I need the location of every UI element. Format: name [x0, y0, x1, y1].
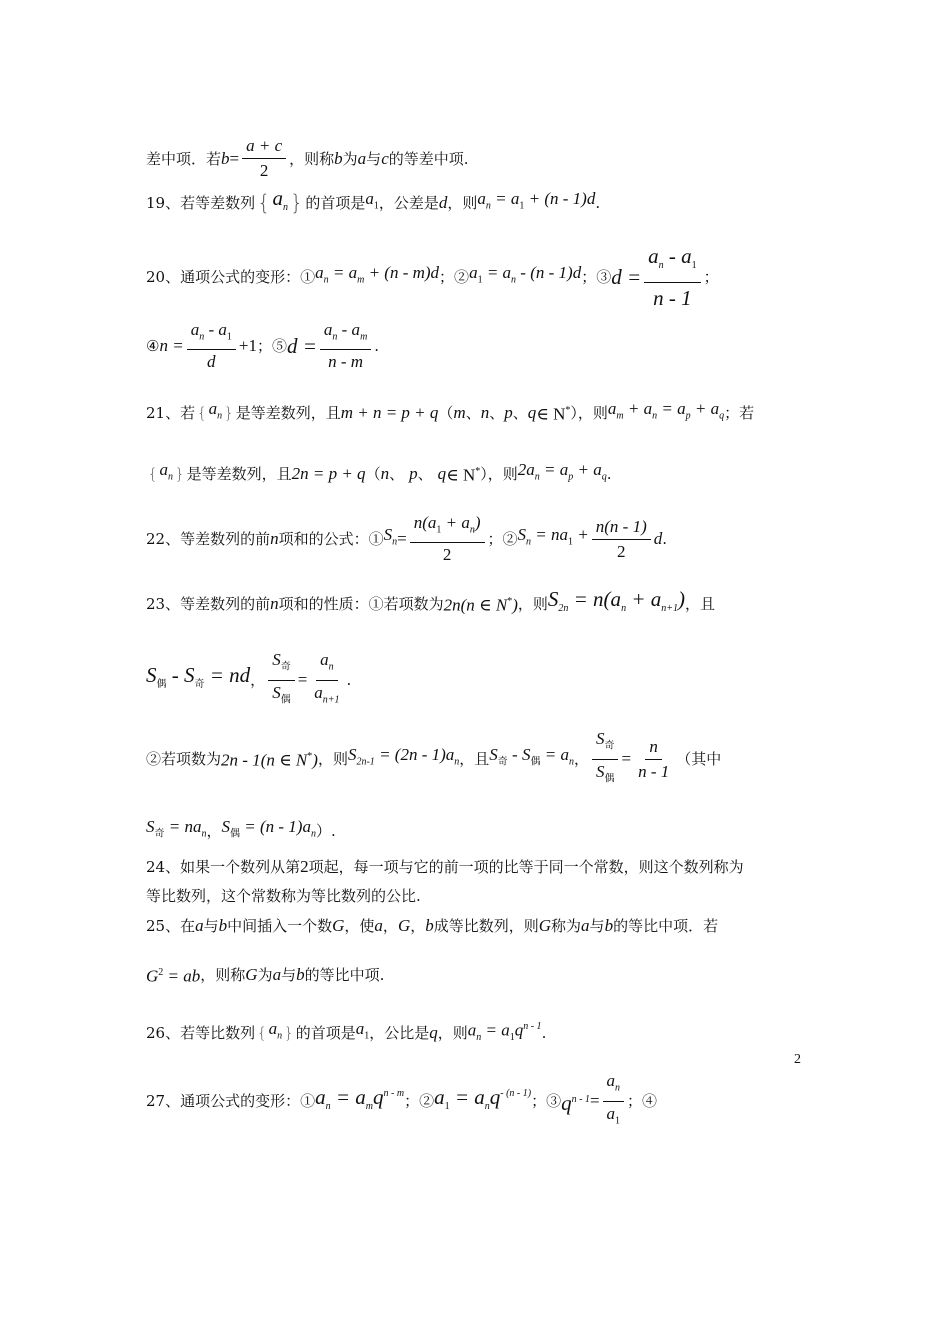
fraction-sum-1: $\frac{n(a_1 + a_n)}{2}$	[410, 513, 485, 565]
math-c: c	[381, 148, 389, 168]
math-plus-1: +1	[238, 336, 257, 355]
fraction-sum-2: $\frac{n(n - 1)}{2}$	[592, 517, 651, 562]
text: ）.	[315, 821, 336, 840]
text: ，则	[317, 750, 348, 768]
text: ；②	[404, 1092, 435, 1110]
fraction-n-ratio: $\frac{n}{n - 1}$	[638, 736, 670, 781]
text: 26、若等比数列	[146, 1023, 256, 1042]
text: 是等差数列，且	[235, 403, 341, 422]
text: 与	[203, 917, 219, 935]
text: ；⑤	[256, 337, 287, 355]
text: ，	[573, 750, 589, 768]
line-22: 22、等差数列的前 n 项和的公式：① $S_n$ = $\frac{n(a_1 + a_n)}{2}$ ；② $S_n = na_1$ + $\frac{n(n - 1)}{2}$ d .	[146, 512, 668, 565]
text: 差中项．若	[146, 149, 222, 168]
text: 24、如果一个数列从第	[146, 858, 301, 876]
text: （	[438, 403, 454, 422]
text: 等比数列，这个常数称为等比数列的公比.	[146, 887, 421, 905]
line-24: 24、如果一个数列从第 2 项起，每一项与它的前一项的比等于同一个常数，则这个数列称为	[146, 857, 744, 876]
math-eq: =	[229, 148, 240, 168]
text: ，则称	[289, 149, 335, 168]
math-d: d =	[286, 334, 317, 358]
text: ④	[146, 337, 160, 355]
fraction-a-plus-c-over-2	[242, 136, 286, 181]
text: ；③	[581, 268, 612, 286]
text: ，且	[459, 750, 490, 768]
text: 成等比数列，则	[433, 917, 539, 935]
text: .	[374, 337, 380, 355]
line-23-odd-cont: $S_奇 = na_n$ ， $S_偶 = (n - 1)a_n$ ）.	[146, 817, 336, 840]
math-seq: $a_n$	[208, 399, 223, 422]
math-formula-1: $a_n = a_m + (n - m)d$	[315, 263, 440, 286]
text: 项和的性质：①若项数为	[278, 595, 444, 614]
math-result: $2a_n = a_p + a_q$	[517, 460, 607, 483]
text: 是等差数列，且	[186, 464, 292, 483]
text: ；④	[627, 1092, 658, 1110]
text: （其中	[676, 750, 722, 768]
text: ，则	[447, 194, 478, 213]
text: .	[662, 530, 668, 548]
text: 25、在	[146, 917, 196, 935]
text: 的等差中项.	[388, 149, 469, 168]
text: 项和的公式：①	[278, 530, 384, 548]
denominator: 2	[259, 161, 269, 180]
line-19	[146, 187, 810, 219]
text: （	[365, 464, 381, 483]
numerator: a + c	[242, 136, 286, 159]
text: ；②	[439, 268, 470, 286]
math-a1: $a_1$	[365, 189, 379, 212]
line-27: 27、通项公式的变形：① $a_n = a_mq^{n - m}$ ；② $a_1 = a_nq^{- (n - 1)}$ ；③ $q^{n - 1}$ = $\frac{a_n}{a_1}$ ；④	[146, 1076, 810, 1126]
text: ，则	[437, 1023, 468, 1042]
text: .	[541, 1023, 547, 1042]
text: 22、等差数列的前	[146, 530, 271, 548]
text: 27、通项公式的变形：①	[146, 1092, 316, 1110]
math-d: d	[438, 193, 448, 213]
fraction-d: $\frac{a_n - a_1}{n - 1}$	[644, 243, 701, 310]
text: 与	[366, 149, 382, 168]
text: ，	[410, 917, 426, 935]
text: 中间插入一个数	[227, 917, 333, 935]
fraction-n: $\frac{a_n - a_1}{d}$	[187, 320, 236, 372]
line-24-cont	[146, 885, 810, 907]
text: 20、通项公式的变形：①	[146, 268, 316, 286]
text: ，	[382, 917, 398, 935]
fraction-q: $\frac{a_n}{a_1}$	[603, 1071, 625, 1131]
text: ；若	[724, 403, 755, 422]
line-25: 25、在 a 与 b 中间插入一个数 G ，使 a ， G ， b 成等比数列，则 G 称为 a 与 b 的等比中项．若	[146, 916, 719, 935]
line-23: 23、等差数列的前 n 项和的性质：①若项数为 2n(n ∈ N*) ，则 $S_{2n} = n(a_n + a_{n+1})$ ，且	[146, 587, 715, 615]
text: .	[606, 464, 612, 483]
text: ，则	[517, 595, 548, 614]
text: ，公差是	[378, 194, 439, 213]
math-seq: $a_n$	[159, 460, 174, 483]
text: ，	[250, 671, 266, 689]
fraction-a-ratio: $\frac{a_n}{a_{n+1}}$	[314, 650, 340, 705]
text: ），则	[570, 403, 608, 422]
left-brace: {	[257, 191, 271, 216]
fraction-s-ratio: $\frac{S_奇}{S_偶}$	[268, 650, 295, 710]
line-20-cont	[146, 320, 810, 372]
text: ；②	[487, 530, 518, 548]
text: ，	[206, 821, 222, 840]
text: 与	[589, 917, 605, 935]
line-20	[146, 244, 810, 310]
text: .	[346, 671, 352, 689]
text: 为	[342, 149, 358, 168]
text: ②若项数为	[146, 750, 222, 768]
text: 为	[257, 965, 273, 984]
line-25-cont: $G^2$ = ab ，则称 G 为 a 与 b 的等比中项.	[146, 964, 385, 986]
text: 21、若	[146, 403, 196, 422]
math-general-term: $a_n = a_1 + (n - 1)d$	[477, 189, 596, 212]
math-formula-2: $a_1 = a_n - (n - 1)d$	[469, 263, 582, 286]
text: ；③	[531, 1092, 562, 1110]
line-arithmetic-mean-def	[146, 136, 810, 181]
fraction-s-ratio-odd: $\frac{S_奇}{S_偶}$	[592, 729, 619, 789]
text: ，公比是	[369, 1023, 430, 1042]
text: 与	[281, 965, 297, 984]
math-n: n =	[159, 336, 184, 355]
line-21: 21、若 { $a_n$ } 是等差数列，且 m + n = p + q （ m 、 n 、 p 、 q ∈ N* ），则 $a_m + a_n = a_p + a_q$ ；若	[146, 398, 810, 427]
line-26: 26、若等比数列 { $a_n$ } 的首项是 $a_1$ ，公比是 q ，则 $a_n = a_1q^{n - 1}$ .	[146, 1018, 547, 1044]
page-number: 2	[794, 1052, 801, 1067]
text: 称为	[551, 917, 582, 935]
text: ，则称	[200, 965, 246, 984]
text: 19、若等差数列	[146, 194, 256, 213]
text: 的首项是	[305, 194, 366, 213]
text: ），则	[480, 464, 518, 483]
text: ；	[703, 268, 719, 286]
math-result: $a_m + a_n = a_p + a_q$	[607, 399, 725, 422]
text: .	[595, 194, 601, 213]
line-23-odd: ②若项数为 2n - 1(n ∈ N*) ，则 $S_{2n-1} = (2n - 1)a_n$ ，且 $S_奇 - S_偶 = a_n$ ， $\frac{S_奇}{S_偶}$ = $\frac{n}{n - 1}$ （其中	[146, 734, 810, 784]
text: 的等比中项.	[304, 965, 385, 984]
text: 项起，每一项与它的前一项的比等于同一个常数，则这个数列称为	[308, 858, 744, 876]
text: 的等比中项．若	[613, 917, 719, 935]
line-21-cont: { $a_n$ } 是等差数列，且 2n = p + q （ n 、 p 、 q ∈ N* ），则 $2a_n = a_p + a_q$ .	[146, 459, 810, 488]
right-brace: }	[289, 191, 304, 216]
math-formula-3-lhs: d =	[611, 265, 642, 289]
line-23-cont: $S_偶 - S_奇$ = nd ， $\frac{S_奇}{S_偶}$ = $\frac{a_n}{a_{n+1}}$ .	[146, 652, 810, 708]
text: 的首项是	[295, 1023, 356, 1042]
fraction-d-2: $\frac{a_n - a_m}{n - m}$	[320, 320, 371, 372]
math-b: b	[334, 148, 343, 168]
math-seq: $a_n$	[272, 186, 288, 214]
text: ，且	[684, 595, 715, 614]
text: 23、等差数列的前	[146, 595, 271, 614]
math-a: a	[357, 148, 367, 168]
math-cond: m + n = p + q	[340, 402, 439, 422]
math-b: b	[221, 148, 230, 168]
text: ，使	[344, 917, 375, 935]
